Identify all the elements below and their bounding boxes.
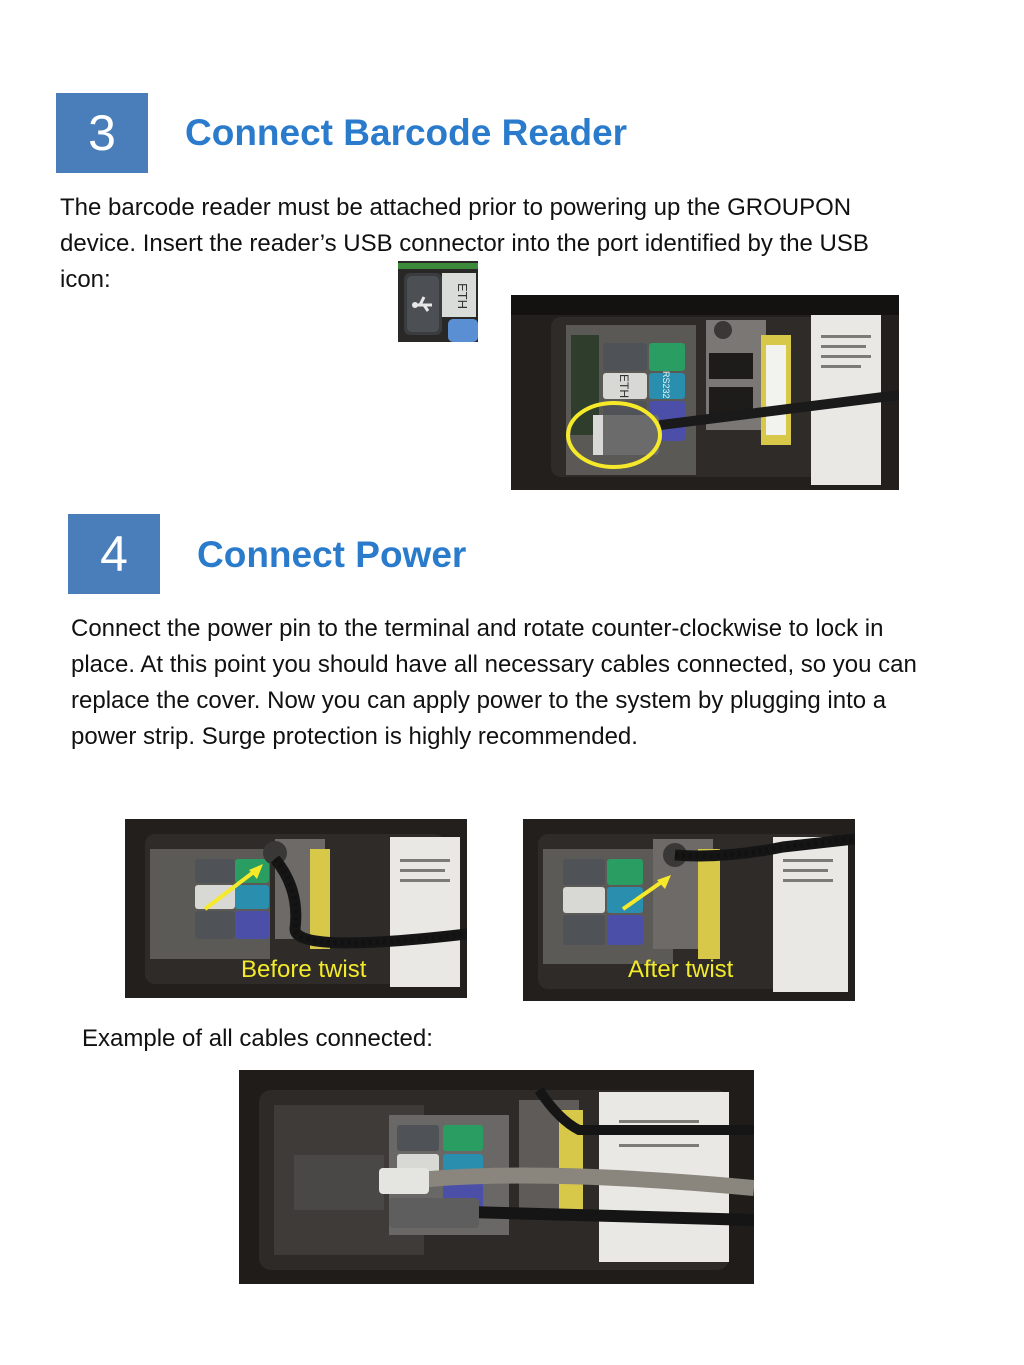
usb-connection-photo	[511, 295, 899, 490]
step-4-number: 4	[100, 526, 128, 582]
all-cables-photo	[239, 1070, 754, 1284]
step-3-badge	[56, 93, 148, 173]
step-3-paragraph: The barcode reader must be attached prior to powering up the GROUPON device. Insert the reader’s USB connector into the port identified by the USB icon:	[60, 194, 869, 293]
before-twist-caption: Before twist	[241, 956, 367, 983]
rs232-port-label: RS232	[661, 371, 671, 399]
step-4-title: Connect Power	[197, 534, 467, 575]
step-4-badge	[68, 514, 160, 594]
usb-port-icon-photo	[398, 261, 478, 342]
step-3-title: Connect Barcode Reader	[185, 112, 628, 153]
eth-port-label: ETH	[617, 374, 631, 398]
example-label: Example of all cables connected:	[82, 1025, 433, 1052]
step-3-number: 3	[88, 105, 116, 161]
step-4-paragraph: Connect the power pin to the terminal and rotate counter-clockwise to lock in place. At this point you should have all necessary cables connected, so you can replace the cover. Now you can apply power to the system by plugging into a power strip. Surge protection is highly recommended.	[71, 615, 917, 750]
usb-icon	[398, 261, 478, 342]
after-twist-caption: After twist	[628, 956, 734, 983]
usb-inset-label: ETH	[455, 283, 470, 309]
